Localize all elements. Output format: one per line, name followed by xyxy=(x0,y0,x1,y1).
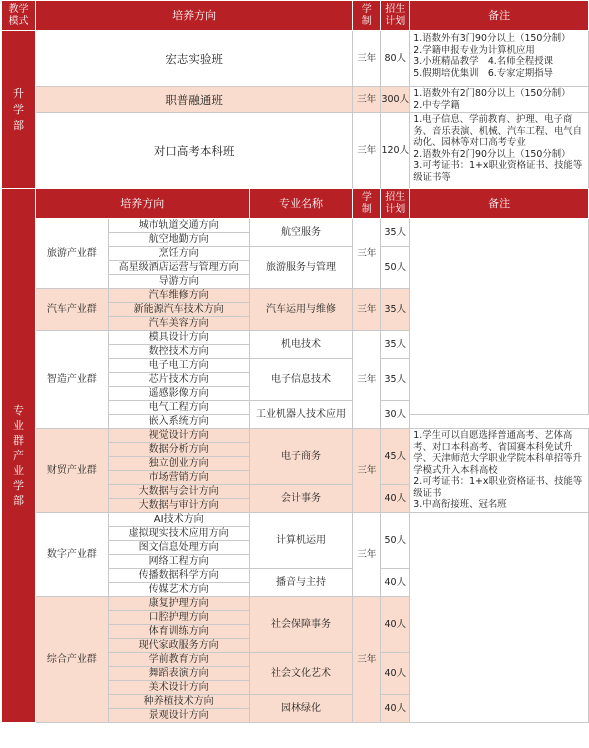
direction-item: 烹饪方向 xyxy=(108,247,249,261)
major-mech: 机电技术 xyxy=(249,331,353,359)
direction-item: 数控技术方向 xyxy=(108,345,249,359)
major-computer: 计算机运用 xyxy=(249,513,353,569)
direction-item: 口腔护理方向 xyxy=(108,611,249,625)
notes-blank-bottom xyxy=(410,513,589,723)
plan-social-art: 40人 xyxy=(381,653,410,695)
direction-item: 网络工程方向 xyxy=(108,555,249,569)
plan-broadcast: 40人 xyxy=(381,569,410,597)
direction-item: 虚拟现实技术应用方向 xyxy=(108,527,249,541)
direction-item: 体育训练方向 xyxy=(108,625,249,639)
direction-item: 视觉设计方向 xyxy=(108,429,249,443)
header-plan: 招生 计划 xyxy=(381,189,410,219)
major-broadcast: 播音与主持 xyxy=(249,569,353,597)
years-cell: 三年 xyxy=(353,31,381,87)
lower-table xyxy=(1,188,589,723)
major-auto-use: 汽车运用与维修 xyxy=(249,289,353,331)
mode-label-upper: 升 学 部 xyxy=(2,31,36,189)
plan-cell: 300人 xyxy=(381,87,410,113)
direction-item: 现代家政服务方向 xyxy=(108,639,249,653)
plan-computer: 50人 xyxy=(381,513,410,569)
direction-item: 大数据与审计方向 xyxy=(108,499,249,513)
group-general: 综合产业群 xyxy=(35,597,108,723)
plan-electronics: 35人 xyxy=(381,359,410,401)
direction-item: 电气工程方向 xyxy=(108,401,249,415)
direction-item: 图文信息处理方向 xyxy=(108,541,249,555)
direction-item: 芯片技术方向 xyxy=(108,373,249,387)
direction-item: 汽车美容方向 xyxy=(108,317,249,331)
group-manuf: 智造产业群 xyxy=(35,331,108,429)
direction-item: 康复护理方向 xyxy=(108,597,249,611)
header-major: 专业名称 xyxy=(249,189,353,219)
header-plan: 招生 计划 xyxy=(381,1,410,31)
plan-cell: 120人 xyxy=(381,113,410,189)
plan-mech: 35人 xyxy=(381,331,410,359)
plan-social-security: 40人 xyxy=(381,597,410,653)
direction-item: 汽车维修方向 xyxy=(108,289,249,303)
upper-table xyxy=(1,0,589,189)
major-accounting: 会计事务 xyxy=(249,485,353,513)
plan-tourism-mgmt: 50人 xyxy=(381,247,410,289)
plan-robot: 30人 xyxy=(381,401,410,429)
group-digital: 数字产业群 xyxy=(35,513,108,597)
major-social-security: 社会保障事务 xyxy=(249,597,353,653)
years-cell: 三年 xyxy=(353,113,381,189)
major-tourism-mgmt: 旅游服务与管理 xyxy=(249,247,353,289)
direction-item: 市场营销方向 xyxy=(108,471,249,485)
years-auto: 三年 xyxy=(353,289,381,331)
years-manuf: 三年 xyxy=(353,331,381,429)
direction-item: 景观设计方向 xyxy=(108,709,249,723)
header-notes: 备注 xyxy=(410,1,589,31)
plan-accounting: 40人 xyxy=(381,485,410,513)
plan-ecommerce: 45人 xyxy=(381,429,410,485)
direction-item: 种养植技术方向 xyxy=(108,695,249,709)
direction-item: AI技术方向 xyxy=(108,513,249,527)
years-digital: 三年 xyxy=(353,513,381,597)
direction-item: 导游方向 xyxy=(108,275,249,289)
direction-item: 数据分析方向 xyxy=(108,443,249,457)
direction-item: 传播数据科学方向 xyxy=(108,569,249,583)
direction-item: 传媒艺术方向 xyxy=(108,583,249,597)
group-finance: 财贸产业群 xyxy=(35,429,108,513)
major-garden: 园林绿化 xyxy=(249,695,353,723)
group-tourism: 旅游产业群 xyxy=(35,219,108,289)
class-name: 对口高考本科班 xyxy=(35,113,352,189)
header-direction: 培养方向 xyxy=(35,189,249,219)
major-aviation: 航空服务 xyxy=(249,219,353,247)
plan-cell: 80人 xyxy=(381,31,410,87)
header-direction: 培养方向 xyxy=(35,1,352,31)
direction-item: 航空地勤方向 xyxy=(108,233,249,247)
direction-item: 美术设计方向 xyxy=(108,681,249,695)
plan-auto-use: 35人 xyxy=(381,289,410,331)
plan-garden: 40人 xyxy=(381,695,410,723)
group-auto: 汽车产业群 xyxy=(35,289,108,331)
years-general: 三年 xyxy=(353,597,381,723)
class-name: 宏志实验班 xyxy=(35,31,352,87)
direction-item: 高星级酒店运营与管理方向 xyxy=(108,261,249,275)
class-name: 职普融通班 xyxy=(35,87,352,113)
notes-cell: 1.语数外有3门90分以上（150分制） 2.学籍申报专业为计算机应用 3.小班精品教学 4.名师全程授课 5.假期培优集训 6.专家定期指导 xyxy=(410,31,589,87)
header-years: 学 制 xyxy=(353,1,381,31)
major-robot: 工业机器人技术应用 xyxy=(249,401,353,429)
direction-item: 舞蹈表演方向 xyxy=(108,667,249,681)
years-tourism: 三年 xyxy=(353,219,381,289)
direction-item: 大数据与会计方向 xyxy=(108,485,249,499)
header-years: 学 制 xyxy=(353,189,381,219)
notes-lower: 1.学生可以自愿选择普通高考、艺体高考、对口本科高考、省国赛本科免试升学、天津师范大学职业学院本科单招等升学模式升入本科高校 2.可考证书：1+x职业资格证书、技能等级证书 3.中高衔接班、冠名班 xyxy=(410,429,589,513)
major-social-art: 社会文化艺术 xyxy=(249,653,353,695)
direction-item: 独立创业方向 xyxy=(108,457,249,471)
plan-aviation: 35人 xyxy=(381,219,410,247)
header-mode: 教学 模式 xyxy=(2,1,36,31)
direction-item: 电子电工方向 xyxy=(108,359,249,373)
header-notes: 备注 xyxy=(410,189,589,219)
major-ecommerce: 电子商务 xyxy=(249,429,353,485)
mode-label-lower: 专 业 群 产 业 学 部 xyxy=(2,189,36,723)
direction-item: 嵌入系统方向 xyxy=(108,415,249,429)
years-finance: 三年 xyxy=(353,429,381,513)
years-cell: 三年 xyxy=(353,87,381,113)
direction-item: 城市轨道交通方向 xyxy=(108,219,249,233)
direction-item: 模具设计方向 xyxy=(108,331,249,345)
notes-blank-top xyxy=(410,219,589,415)
direction-item: 遥感影像方向 xyxy=(108,387,249,401)
notes-cell: 1.语数外有2门80分以上（150分制） 2.中专学籍 xyxy=(410,87,589,113)
direction-item: 新能源汽车技术方向 xyxy=(108,303,249,317)
notes-cell: 1.电子信息、学前教育、护理、电子商务、音乐表演、机械、汽车工程、电气自动化、园林等对口高考专业 2.语数外有2门90分以上（150分制） 3.可考证书：1+x职业资格证书、技能等级证书等 xyxy=(410,113,589,189)
major-electronics: 电子信息技术 xyxy=(249,359,353,401)
direction-item: 学前教育方向 xyxy=(108,653,249,667)
